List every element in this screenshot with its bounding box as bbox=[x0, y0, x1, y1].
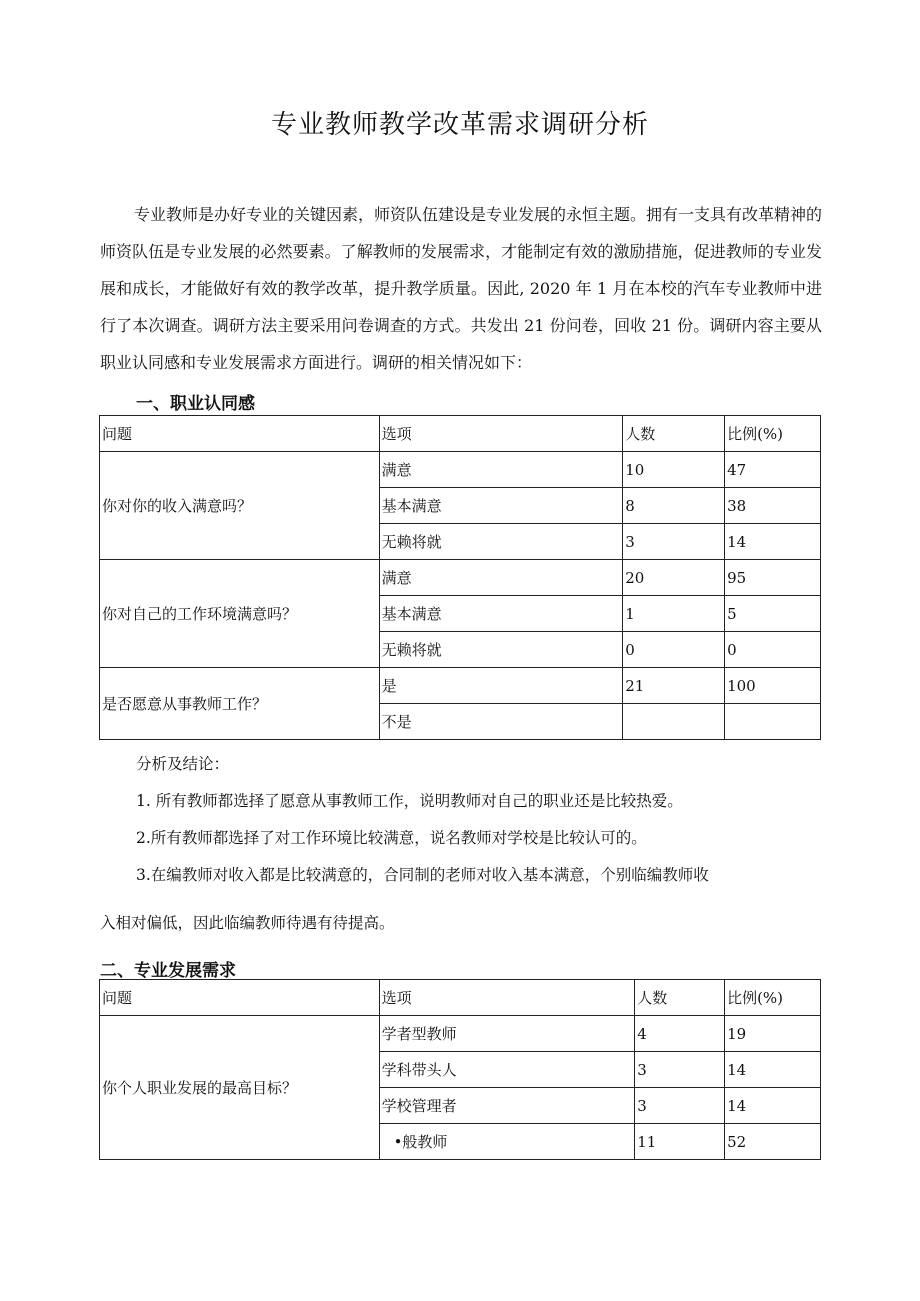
header-option: 选项 bbox=[379, 980, 635, 1016]
percent-cell: 52 bbox=[725, 1124, 821, 1160]
question-cell: 你对你的收入满意吗？ bbox=[100, 452, 380, 560]
table-row bbox=[100, 452, 821, 488]
development-needs-table bbox=[99, 979, 821, 1160]
option-cell: 无赖将就 bbox=[379, 524, 623, 560]
analysis-label: 分析及结论： bbox=[136, 755, 230, 773]
option-cell: •般教师 bbox=[379, 1124, 635, 1160]
header-percent: 比例(%) bbox=[725, 980, 821, 1016]
count-cell: 0 bbox=[623, 632, 725, 668]
count-cell: 21 bbox=[623, 668, 725, 704]
table-row bbox=[100, 1016, 821, 1052]
option-cell: 基本满意 bbox=[379, 596, 623, 632]
option-cell: 学者型教师 bbox=[379, 1016, 635, 1052]
option-cell: 基本满意 bbox=[379, 488, 623, 524]
analysis-item: 1. 所有教师都选择了愿意从事教师工作，说明教师对自己的职业还是比较热爱。 bbox=[136, 792, 683, 810]
count-cell: 1 bbox=[623, 596, 725, 632]
question-cell: 是否愿意从事教师工作？ bbox=[100, 668, 380, 740]
table-header-row bbox=[100, 980, 821, 1016]
count-cell: 10 bbox=[623, 452, 725, 488]
count-cell: 3 bbox=[623, 524, 725, 560]
option-cell: 满意 bbox=[379, 560, 623, 596]
analysis-item-continued: 入相对偏低，因此临编教师待遇有待提高。 bbox=[100, 914, 395, 932]
count-cell: 20 bbox=[623, 560, 725, 596]
percent-cell: 19 bbox=[725, 1016, 821, 1052]
option-cell: 是 bbox=[379, 668, 623, 704]
count-cell: 4 bbox=[635, 1016, 725, 1052]
header-count: 人数 bbox=[635, 980, 725, 1016]
option-cell: 不是 bbox=[379, 704, 623, 740]
question-cell: 你对自己的工作环境满意吗？ bbox=[100, 560, 380, 668]
question-cell: 你个人职业发展的最高目标？ bbox=[100, 1016, 380, 1160]
section2-heading: 二、专业发展需求 bbox=[100, 961, 236, 981]
option-cell: 学校管理者 bbox=[379, 1088, 635, 1124]
section1-heading: 一、职业认同感 bbox=[136, 394, 255, 414]
percent-cell: 14 bbox=[725, 1052, 821, 1088]
percent-cell: 0 bbox=[725, 632, 821, 668]
option-cell: 满意 bbox=[379, 452, 623, 488]
table-row bbox=[100, 560, 821, 596]
percent-cell: 95 bbox=[725, 560, 821, 596]
document-title: 专业教师教学改革需求调研分析 bbox=[270, 110, 649, 140]
header-percent: 比例(%) bbox=[725, 416, 821, 452]
option-cell: 无赖将就 bbox=[379, 632, 623, 668]
percent-cell bbox=[725, 704, 821, 740]
header-question: 问题 bbox=[100, 416, 380, 452]
count-cell: 8 bbox=[623, 488, 725, 524]
count-cell: 11 bbox=[635, 1124, 725, 1160]
percent-cell: 14 bbox=[725, 524, 821, 560]
header-count: 人数 bbox=[623, 416, 725, 452]
career-identity-table bbox=[99, 415, 821, 740]
header-question: 问题 bbox=[100, 980, 380, 1016]
option-cell: 学科带头人 bbox=[379, 1052, 635, 1088]
count-cell: 3 bbox=[635, 1088, 725, 1124]
percent-cell: 14 bbox=[725, 1088, 821, 1124]
count-cell bbox=[623, 704, 725, 740]
percent-cell: 100 bbox=[725, 668, 821, 704]
analysis-item: 3.在编教师对收入都是比较满意的，合同制的老师对收入基本满意，个别临编教师收 bbox=[136, 866, 709, 884]
table-header-row bbox=[100, 416, 821, 452]
percent-cell: 47 bbox=[725, 452, 821, 488]
percent-cell: 5 bbox=[725, 596, 821, 632]
header-option: 选项 bbox=[379, 416, 623, 452]
intro-paragraph: 专业教师是办好专业的关键因素，师资队伍建设是专业发展的永恒主题。拥有一支具有改革精神的师资队伍是专业发展的必然要素。了解教师的发展需求，才能制定有效的激励措施，促进教师的专业发展和成长，才能做好有效的教学改革，提升教学质量。因此, 2020 年 1 月在本校的汽车专业教师中进行了本次调查。调研方法主要采用问卷调查的方式。共发出 21 份问卷，回收 21 份。调研内容主要从职业认同感和专业发展需求方面进行。调研的相关情况如下： bbox=[100, 205, 823, 372]
percent-cell: 38 bbox=[725, 488, 821, 524]
analysis-item: 2.所有教师都选择了对工作环境比较满意，说名教师对学校是比较认可的。 bbox=[136, 829, 647, 847]
count-cell: 3 bbox=[635, 1052, 725, 1088]
table-row bbox=[100, 668, 821, 704]
